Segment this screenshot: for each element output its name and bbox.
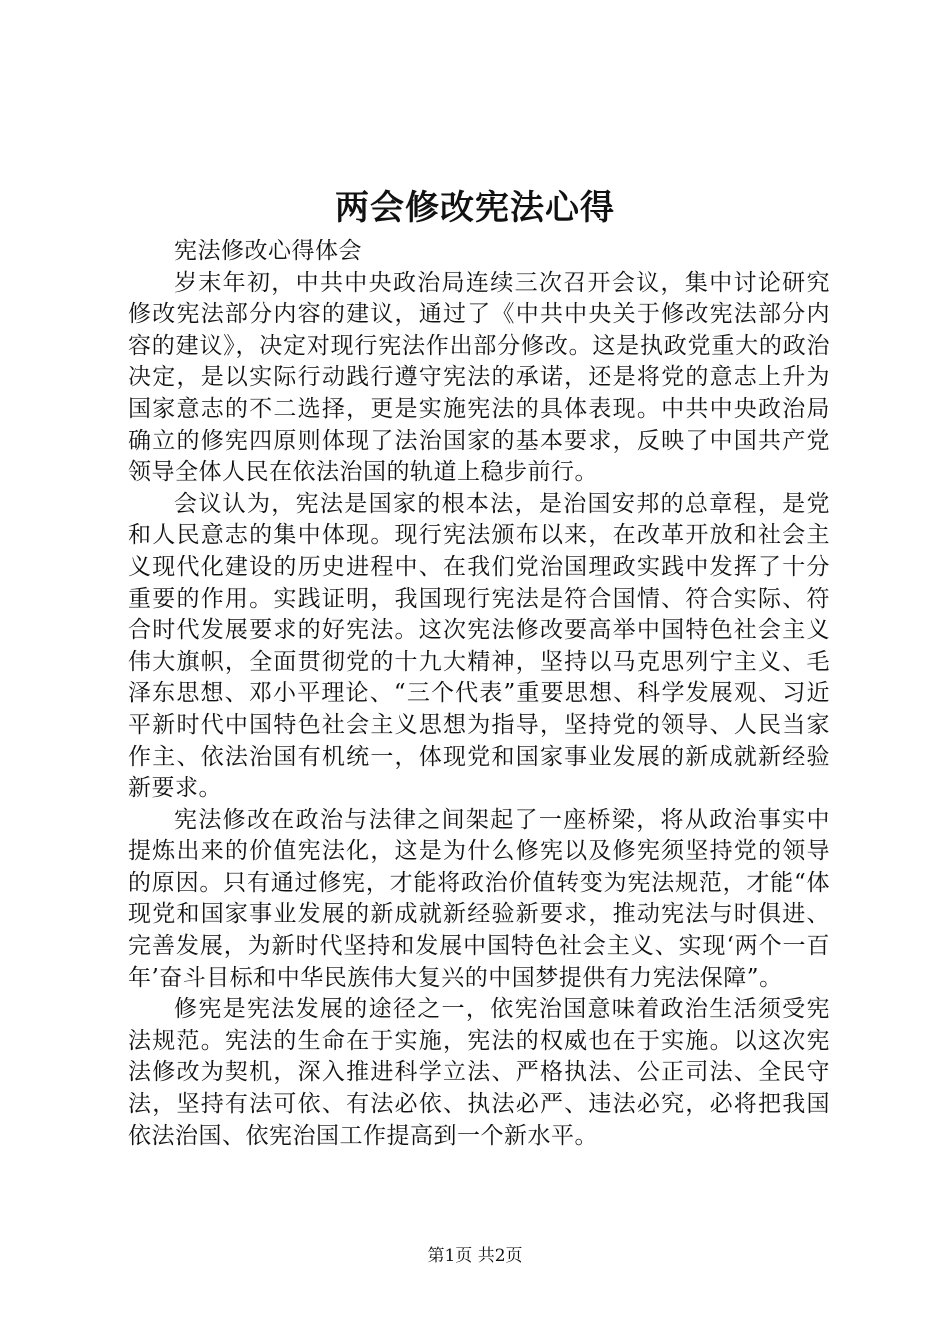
paragraph: 宪法修改在政治与法律之间架起了一座桥梁，将从政治事实中提炼出来的价值宪法化，这是为什么修宪以及修宪须坚持党的领导的原因。只有通过修宪，才能将政治价值转变为宪法规范，才能“体现党和国家事业发展的新成就新经验新要求，推动宪法与时俱进、完善发展，为新时代坚持和发展中国特色社会主义、实现‘两个一百年’奋斗目标和中华民族伟大复兴的中国梦提供有力宪法保障”。: [128, 806, 830, 991]
page-number-footer: 第1页 共2页: [427, 1246, 523, 1266]
paragraph: 岁末年初，中共中央政治局连续三次召开会议，集中讨论研究修改宪法部分内容的建议，通过了《中共中央关于修改宪法部分内容的建议》，决定对现行宪法作出部分修改。这是执政党重大的政治决定，是以实际行动践行遵守宪法的承诺，还是将党的意志上升为国家意志的不二选择，更是实施宪法的具体表现。中共中央政治局确立的修宪四原则体现了法治国家的基本要求，反映了中国共产党领导全体人民在依法治国的轨道上稳步前行。: [128, 269, 830, 486]
document-body: [128, 236, 830, 1152]
paragraph: 修宪是宪法发展的途径之一，依宪治国意味着政治生活须受宪法规范。宪法的生命在于实施，宪法的权威也在于实施。以这次宪法修改为契机，深入推进科学立法、严格执法、公正司法、全民守法，坚持有法可依、有法必依、执法必严、违法必究，必将把我国依法治国、依宪治国工作提高到一个新水平。: [128, 996, 830, 1149]
document-subtitle: 宪法修改心得体会: [174, 238, 362, 264]
document-title: 两会修改宪法心得: [335, 188, 615, 228]
paragraph: 会议认为，宪法是国家的根本法，是治国安邦的总章程，是党和人民意志的集中体现。现行宪法颁布以来，在改革开放和社会主义现代化建设的历史进程中、在我们党治国理政实践中发挥了十分重要的作用。实践证明，我国现行宪法是符合国情、符合实际、符合时代发展要求的好宪法。这次宪法修改要高举中国特色社会主义伟大旗帜，全面贯彻党的十九大精神，坚持以马克思列宁主义、毛泽东思想、邓小平理论、“三个代表”重要思想、科学发展观、习近平新时代中国特色社会主义思想为指导，坚持党的领导、人民当家作主、依法治国有机统一，体现党和国家事业发展的新成就新经验新要求。: [128, 490, 830, 802]
